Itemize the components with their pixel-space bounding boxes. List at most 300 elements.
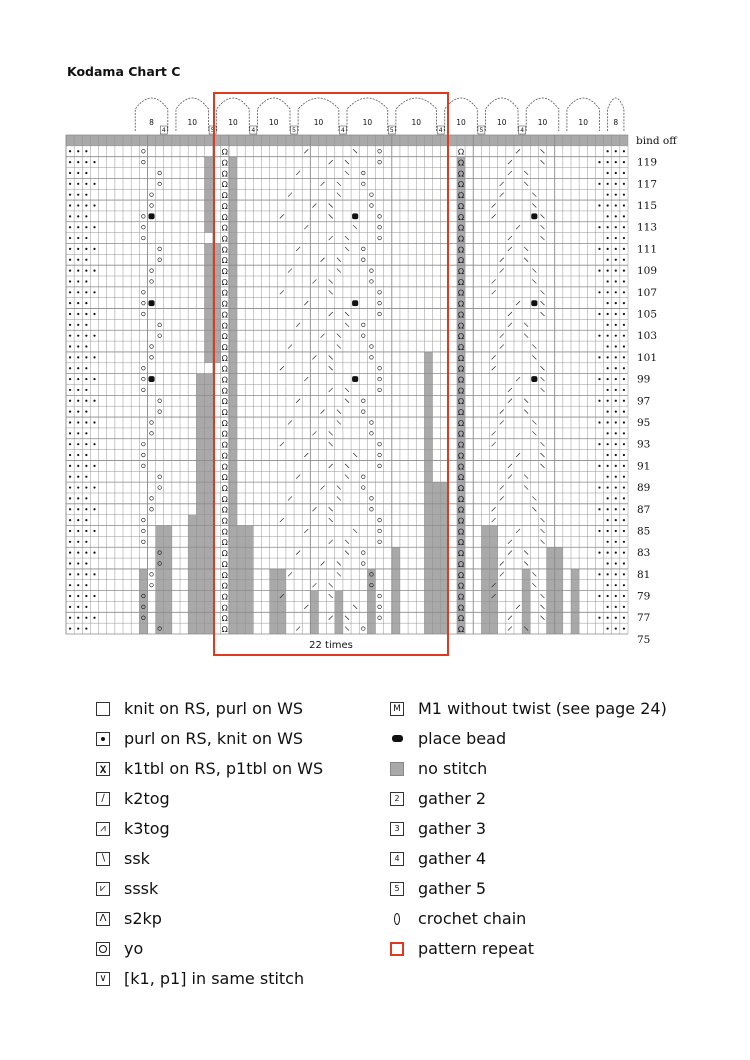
ssk-symbol	[540, 453, 544, 457]
k1tbl-symbol: Ω	[221, 191, 228, 201]
purl-dot	[85, 497, 87, 499]
k2tog-symbol	[312, 355, 316, 359]
purl-dot	[623, 204, 625, 206]
no-stitch-cell	[188, 547, 196, 558]
purl-dot	[623, 215, 625, 217]
purl-dot	[607, 519, 609, 521]
yo-symbol	[142, 301, 146, 305]
row-number: 89	[637, 482, 651, 495]
purl-dot	[69, 237, 71, 239]
ssk-symbol	[329, 366, 333, 370]
k1p1-icon: ∨	[96, 972, 110, 986]
no-stitch-cell	[424, 374, 432, 385]
legend-sssk: ⩗ sssk	[96, 879, 158, 898]
k1tbl-symbol: Ω	[221, 440, 228, 450]
purl-dot	[69, 519, 71, 521]
purl-dot	[607, 356, 609, 358]
purl-dot	[607, 465, 609, 467]
purl-dot	[623, 530, 625, 532]
no-stitch-cell	[156, 623, 164, 634]
purl-dot	[93, 269, 95, 271]
no-stitch-cell	[204, 536, 212, 547]
purl-dot	[93, 552, 95, 554]
purl-dot	[85, 345, 87, 347]
no-stitch-cell	[196, 135, 204, 146]
no-stitch-cell	[270, 580, 278, 591]
purl-dot	[85, 541, 87, 543]
k1tbl-symbol: Ω	[221, 559, 228, 569]
yo-symbol	[142, 518, 146, 522]
no-stitch-cell	[481, 623, 489, 634]
k1tbl-symbol: Ω	[457, 234, 465, 244]
purl-dot	[69, 389, 71, 391]
no-stitch-cell	[433, 558, 441, 569]
no-stitch-cell	[139, 623, 147, 634]
k1tbl-symbol: Ω	[221, 375, 228, 385]
purl-dot	[69, 454, 71, 456]
purl-dot	[623, 432, 625, 434]
no-stitch-cell	[229, 178, 237, 189]
purl-dot	[607, 150, 609, 152]
ssk-symbol	[540, 540, 544, 544]
m1-icon: M	[390, 702, 404, 716]
no-stitch-cell	[229, 471, 237, 482]
no-stitch-cell	[400, 135, 408, 146]
k2tog-symbol	[516, 149, 520, 153]
k1tbl-symbol: Ω	[221, 408, 228, 418]
purl-dot	[623, 497, 625, 499]
k1tbl-symbol: Ω	[457, 408, 465, 418]
purl-dot	[93, 465, 95, 467]
purl-dot	[69, 335, 71, 337]
no-stitch-cell	[204, 558, 212, 569]
k2tog-symbol	[500, 572, 504, 576]
purl-dot	[69, 259, 71, 261]
k1tbl-symbol: Ω	[221, 397, 228, 407]
purl-dot	[69, 226, 71, 228]
no-stitch-cell	[156, 601, 164, 612]
k1tbl-symbol: Ω	[457, 245, 465, 255]
k1tbl-symbol: Ω	[221, 516, 228, 526]
yo-symbol	[150, 204, 154, 208]
row-number: 87	[637, 503, 651, 516]
no-stitch-cell	[139, 569, 147, 580]
no-stitch-cell	[196, 526, 204, 537]
bead-icon	[390, 732, 404, 746]
purl-dot	[77, 150, 79, 152]
no-stitch-cell	[229, 222, 237, 233]
k2tog-symbol	[508, 160, 512, 164]
k2tog-symbol	[304, 605, 308, 609]
no-stitch-cell	[335, 135, 343, 146]
purl-dot	[85, 280, 87, 282]
no-stitch-cell	[204, 222, 212, 233]
ssk-symbol	[540, 312, 544, 316]
purl-dot	[623, 476, 625, 478]
yo-symbol	[142, 215, 146, 219]
purl-dot	[69, 562, 71, 564]
k1tbl-symbol: Ω	[457, 158, 465, 168]
k1tbl-symbol: Ω	[221, 592, 228, 602]
k2tog-symbol	[321, 258, 325, 262]
ssk-symbol	[345, 171, 349, 175]
purl-dot	[77, 291, 79, 293]
ssk-symbol	[532, 279, 536, 283]
purl-dot	[615, 541, 617, 543]
purl-dot	[77, 443, 79, 445]
k1tbl-symbol: Ω	[457, 180, 465, 190]
legend-crochet-chain: crochet chain	[390, 909, 526, 928]
yo-symbol	[378, 605, 382, 609]
no-stitch-cell	[237, 135, 245, 146]
k2tog-symbol	[296, 627, 300, 631]
yo-symbol	[361, 323, 365, 327]
no-stitch-cell	[547, 569, 555, 580]
purl-dot	[623, 248, 625, 250]
purl-dot	[623, 389, 625, 391]
purl-dot	[77, 627, 79, 629]
no-stitch-cell	[229, 157, 237, 168]
ssk-symbol	[353, 225, 357, 229]
no-stitch-cell	[164, 135, 172, 146]
k1tbl-symbol: Ω	[221, 212, 228, 222]
ssk-symbol	[540, 225, 544, 229]
k1tbl-symbol: Ω	[457, 603, 465, 613]
purl-dot	[77, 595, 79, 597]
k2tog-symbol	[508, 171, 512, 175]
yo-symbol	[370, 204, 374, 208]
no-stitch-cell	[237, 591, 245, 602]
purl-dot	[69, 183, 71, 185]
purl-dot	[623, 508, 625, 510]
no-stitch-cell	[245, 580, 253, 591]
k1tbl-symbol: Ω	[221, 625, 228, 634]
k2tog-symbol	[288, 420, 292, 424]
no-stitch-cell	[490, 623, 498, 634]
yo-symbol	[361, 171, 365, 175]
no-stitch-cell	[188, 601, 196, 612]
purl-dot	[623, 400, 625, 402]
no-stitch-cell	[229, 406, 237, 417]
no-stitch-cell	[164, 612, 172, 623]
no-stitch-cell	[204, 439, 212, 450]
purl-dot	[93, 595, 95, 597]
no-stitch-cell	[156, 580, 164, 591]
purl-dot	[607, 508, 609, 510]
ssk-symbol	[345, 312, 349, 316]
legend-gather5: 5 gather 5	[390, 879, 486, 898]
k1tbl-symbol: Ω	[221, 364, 228, 374]
purl-dot	[77, 552, 79, 554]
row-number: 75	[637, 633, 651, 646]
no-stitch-cell	[270, 135, 278, 146]
k2tog-symbol	[288, 496, 292, 500]
ssk-symbol	[329, 204, 333, 208]
purl-dot	[85, 269, 87, 271]
purl-dot	[77, 519, 79, 521]
k2tog-symbol	[329, 236, 333, 240]
k2tog-symbol	[296, 171, 300, 175]
no-stitch-cell	[156, 569, 164, 580]
k1tbl-symbol: Ω	[221, 483, 228, 493]
no-stitch-cell	[571, 591, 579, 602]
ssk-symbol	[345, 236, 349, 240]
no-stitch-cell	[286, 135, 294, 146]
no-stitch-cell	[245, 536, 253, 547]
purl-dot	[623, 541, 625, 543]
no-stitch-cell	[506, 135, 514, 146]
no-stitch-cell	[204, 168, 212, 179]
no-stitch-cell	[449, 135, 457, 146]
ssk-symbol	[532, 572, 536, 576]
k1tbl-symbol: Ω	[221, 603, 228, 613]
yo-symbol	[361, 182, 365, 186]
no-stitch-cell	[481, 601, 489, 612]
ssk-symbol	[337, 572, 341, 576]
purl-dot	[615, 606, 617, 608]
purl-dot	[623, 421, 625, 423]
no-stitch-cell	[571, 612, 579, 623]
no-stitch-cell	[310, 623, 318, 634]
purl-dot	[85, 595, 87, 597]
purl-dot	[623, 443, 625, 445]
no-stitch-cell	[270, 601, 278, 612]
purl-dot	[623, 161, 625, 163]
ssk-symbol	[345, 551, 349, 555]
purl-dot	[85, 443, 87, 445]
no-stitch-cell	[547, 591, 555, 602]
purl-dot	[85, 335, 87, 337]
purl-dot	[85, 248, 87, 250]
no-stitch-cell	[424, 558, 432, 569]
purl-dot	[607, 378, 609, 380]
purl-dot	[598, 226, 600, 228]
k2tog-symbol	[329, 616, 333, 620]
no-stitch-cell	[433, 135, 441, 146]
purl-dot	[93, 183, 95, 185]
arch-label: 10	[268, 118, 279, 127]
purl-dot	[623, 183, 625, 185]
k1tbl-symbol: Ω	[221, 234, 228, 244]
ssk-symbol	[540, 160, 544, 164]
k1tbl-symbol: Ω	[457, 505, 465, 515]
no-stitch-cell	[424, 547, 432, 558]
no-stitch-cell	[196, 623, 204, 634]
k1tbl-symbol: Ω	[457, 581, 465, 591]
no-stitch-cell	[270, 569, 278, 580]
no-stitch-cell	[204, 547, 212, 558]
yo-symbol	[370, 432, 374, 436]
ssk-symbol	[540, 442, 544, 446]
no-stitch-cell	[424, 395, 432, 406]
no-stitch-cell	[433, 493, 441, 504]
no-stitch-cell	[229, 211, 237, 222]
row-number: 117	[637, 178, 658, 191]
purl-dot	[598, 530, 600, 532]
k2tog-symbol	[296, 323, 300, 327]
no-stitch-cell	[204, 265, 212, 276]
no-stitch-cell	[204, 395, 212, 406]
legend-k1tbl: 𝛘 k1tbl on RS, p1tbl on WS	[96, 759, 323, 778]
no-stitch-cell	[555, 591, 563, 602]
no-stitch-cell	[392, 612, 400, 623]
k2tog-symbol	[516, 377, 520, 381]
ssk-symbol	[345, 540, 349, 544]
yo-symbol	[361, 475, 365, 479]
yo-symbol	[142, 540, 146, 544]
purl-dot	[77, 313, 79, 315]
purl-dot	[77, 183, 79, 185]
no-stitch-cell	[229, 385, 237, 396]
no-stitch-cell	[571, 135, 579, 146]
legend-ssk: ∖ ssk	[96, 849, 150, 868]
no-stitch-cell	[408, 135, 416, 146]
k1tbl-symbol: Ω	[221, 245, 228, 255]
no-stitch-cell	[229, 417, 237, 428]
no-stitch-cell	[204, 526, 212, 537]
purl-dot	[607, 269, 609, 271]
purl-dot	[69, 356, 71, 358]
purl-dot	[93, 313, 95, 315]
row-number: 97	[637, 395, 651, 408]
purl-dot	[607, 183, 609, 185]
no-stitch-cell	[522, 612, 530, 623]
purl-dot	[93, 226, 95, 228]
yo-symbol	[142, 442, 146, 446]
yo-symbol	[158, 475, 162, 479]
row-number: 119	[637, 156, 658, 169]
purl-dot	[607, 584, 609, 586]
yo-symbol	[361, 486, 365, 490]
legend-k1p1: ∨ [k1, p1] in same stitch	[96, 969, 304, 988]
k2tog-symbol	[500, 193, 504, 197]
purl-dot	[615, 400, 617, 402]
no-stitch-cell	[204, 157, 212, 168]
purl-dot	[69, 215, 71, 217]
row-number: 113	[637, 221, 658, 234]
purl-dot	[623, 280, 625, 282]
no-stitch-cell	[547, 612, 555, 623]
ssk-symbol	[337, 486, 341, 490]
purl-dot	[598, 356, 600, 358]
k2tog-symbol	[288, 345, 292, 349]
k2tog-symbol	[312, 583, 316, 587]
purl-dot	[615, 345, 617, 347]
purl-dot	[69, 269, 71, 271]
k2tog-symbol	[296, 551, 300, 555]
no-stitch-cell	[156, 547, 164, 558]
no-stitch-cell	[196, 385, 204, 396]
k2tog-symbol	[500, 496, 504, 500]
purl-dot	[77, 497, 79, 499]
purl-dot	[615, 443, 617, 445]
no-stitch-cell	[424, 406, 432, 417]
purl-dot	[77, 237, 79, 239]
ssk-symbol	[345, 627, 349, 631]
purl-dot	[85, 215, 87, 217]
ssk-symbol	[524, 182, 528, 186]
k2tog-symbol	[329, 464, 333, 468]
yo-symbol	[142, 388, 146, 392]
no-stitch-cell	[343, 135, 351, 146]
k2tog-symbol	[508, 323, 512, 327]
k1tbl-symbol: Ω	[457, 418, 465, 428]
k1tbl-symbol: Ω	[457, 538, 465, 548]
k1tbl-symbol: Ω	[221, 581, 228, 591]
row-number: 105	[637, 308, 658, 321]
no-stitch-cell	[229, 363, 237, 374]
k2tog-symbol	[329, 540, 333, 544]
ssk-symbol	[345, 616, 349, 620]
purl-dot	[85, 617, 87, 619]
no-stitch-cell	[433, 569, 441, 580]
no-stitch-cell	[351, 135, 359, 146]
yo-symbol	[361, 562, 365, 566]
no-stitch-cell	[188, 526, 196, 537]
bead-symbol	[148, 213, 154, 219]
no-stitch-cell	[196, 460, 204, 471]
ssk-symbol	[532, 583, 536, 587]
ssk-symbol	[524, 410, 528, 414]
k2tog-symbol	[329, 388, 333, 392]
purl-dot	[85, 291, 87, 293]
yo-symbol	[142, 453, 146, 457]
purl-dot	[85, 183, 87, 185]
no-stitch-cell	[278, 623, 286, 634]
gather-label: 5	[389, 127, 394, 134]
no-stitch-cell	[229, 135, 237, 146]
no-stitch-cell	[229, 493, 237, 504]
purl-dot	[77, 562, 79, 564]
no-stitch-cell	[433, 515, 441, 526]
no-stitch-icon	[390, 762, 404, 776]
purl-dot	[623, 324, 625, 326]
no-stitch-cell	[245, 526, 253, 537]
k1tbl-symbol: Ω	[457, 212, 465, 222]
purl-dot	[69, 378, 71, 380]
no-stitch-cell	[229, 580, 237, 591]
gather-label: 5	[292, 127, 296, 134]
purl-dot	[607, 400, 609, 402]
no-stitch-cell	[424, 601, 432, 612]
k2tog-symbol	[500, 182, 504, 186]
purl-dot	[623, 259, 625, 261]
yo-symbol	[378, 388, 382, 392]
ssk-symbol	[329, 279, 333, 283]
no-stitch-cell	[433, 591, 441, 602]
k1tbl-symbol: Ω	[457, 364, 465, 374]
yo-symbol	[142, 529, 146, 533]
purl-dot	[607, 486, 609, 488]
ssk-symbol	[329, 583, 333, 587]
purl-dot	[623, 486, 625, 488]
purl-dot	[77, 541, 79, 543]
k2tog-symbol	[312, 431, 316, 435]
purl-dot	[69, 367, 71, 369]
no-stitch-cell	[424, 591, 432, 602]
no-stitch-cell	[229, 450, 237, 461]
purl-dot	[623, 172, 625, 174]
purl-dot	[623, 313, 625, 315]
purl-dot	[607, 161, 609, 163]
legend-k2tog: ∕ k2tog	[96, 789, 170, 808]
gather3-icon: 3	[390, 822, 404, 836]
no-stitch-cell	[204, 471, 212, 482]
k1tbl-symbol: Ω	[221, 494, 228, 504]
purl-dot	[623, 269, 625, 271]
no-stitch-cell	[424, 428, 432, 439]
no-stitch-cell	[481, 526, 489, 537]
